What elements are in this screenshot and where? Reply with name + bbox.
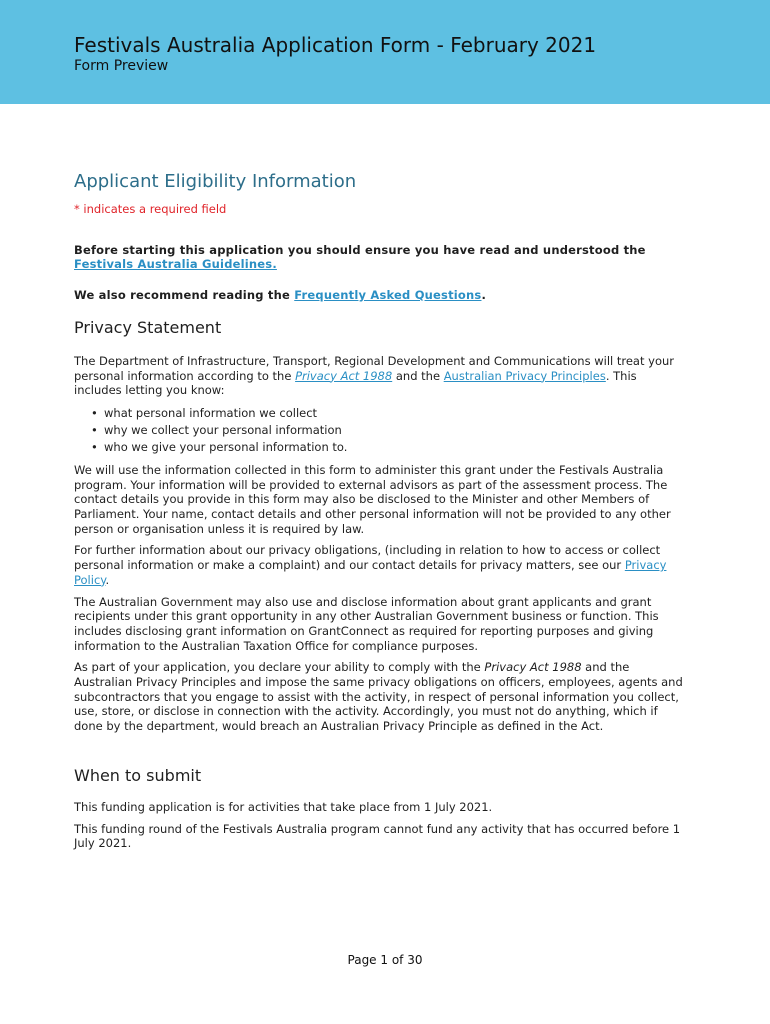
main-content (74, 170, 684, 851)
guidelines-text: Before starting this application you should ensure you have read and understood the (74, 242, 646, 257)
privacy-policy-link[interactable]: Privacy Policy (74, 558, 667, 587)
privacy-policy-end: . (105, 572, 110, 587)
bullet-icon: • (91, 405, 98, 420)
submit-paragraph-2: This funding round of the Festivals Australia program cannot fund any activity that has occurred before 1 July 2021. (74, 821, 681, 851)
privacy-use-paragraph: We will use the information collected in this form to administer this grant under the Festivals Australia program. Your information will be provided to external advisors as part of the assessment process. The contact details you provide in this form may also be disclosed to the Minister and other Members of Parliament. Your name, contact details and other personal information will not be provided to any other person or organisation unless it is required by law. (74, 462, 671, 536)
privacy-act-link[interactable] (295, 369, 392, 383)
faq-paragraph (74, 288, 684, 303)
privacy-intro-end: . This includes letting you know: (74, 368, 637, 398)
bullet-icon: • (91, 439, 98, 454)
page-subtitle: Form Preview (74, 58, 169, 74)
list-item-text: who we give your personal information to. (104, 439, 348, 454)
declaration-text-b: and the Australian Privacy Principles and impose the same privacy obligations on officers, employees, agents and subcontractors that you engage to assist with the activity, in respect of personal information you collect, use, store, or disclose in connection with the activity. Accordingly, you must not do anything, which if done by the department, would breach an Australian Privacy Principle as defined in the Act. (74, 660, 683, 734)
list-item-text: why we collect your personal information (104, 422, 342, 437)
privacy-heading: Privacy Statement (74, 317, 222, 337)
privacy-policy-paragraph (74, 543, 684, 587)
submit-paragraph-1: This funding application is for activities that take place from 1 July 2021. (74, 799, 493, 814)
list-item (74, 422, 684, 439)
guidelines-paragraph (74, 243, 684, 272)
required-field-note: * indicates a required field (74, 202, 227, 216)
declaration-text-a: As part of your application, you declare your ability to comply with the (74, 660, 485, 675)
government-use-paragraph: The Australian Government may also use and disclose information about grant applicants and grant recipients under this grant opportunity in any other Australian Government business or function. This includes disclosing grant information on GrantConnect as required for reporting purposes and giving information to the Australian Taxation Office for compliance purposes. (74, 594, 659, 653)
privacy-policy-text: For further information about our privacy obligations, (including in relation to how to access or collect personal information or make a complaint) and our contact details for privacy matters, see our (74, 543, 661, 573)
list-item (74, 405, 684, 422)
privacy-intro-paragraph (74, 354, 684, 398)
faq-end: . (481, 288, 487, 303)
privacy-intro-text: The Department of Infrastructure, Transport, Regional Development and Communications will treat your personal information according to the (74, 353, 674, 383)
faq-text: We also recommend reading the (74, 288, 295, 303)
section-title: Applicant Eligibility Information (74, 171, 357, 192)
privacy-principles-link[interactable]: Australian Privacy Principles (443, 368, 606, 383)
page-title: Festivals Australia Application Form - February 2021 (74, 33, 597, 57)
faq-link[interactable]: Frequently Asked Questions (294, 288, 482, 303)
list-item-text: what personal information we collect (104, 405, 318, 420)
guidelines-link[interactable]: Festivals Australia Guidelines. (74, 257, 277, 272)
declaration-act-name: Privacy Act 1988 (484, 660, 582, 675)
bullet-icon: • (91, 422, 98, 437)
header-banner (0, 0, 770, 104)
page-number: Page 1 of 30 (347, 953, 423, 967)
privacy-act-link-label: Privacy Act 1988 (295, 368, 393, 383)
list-item (74, 439, 684, 456)
privacy-bullet-list (74, 405, 684, 456)
declaration-paragraph (74, 660, 684, 734)
privacy-intro-and: and the (392, 368, 444, 383)
when-to-submit-heading: When to submit (74, 765, 202, 785)
